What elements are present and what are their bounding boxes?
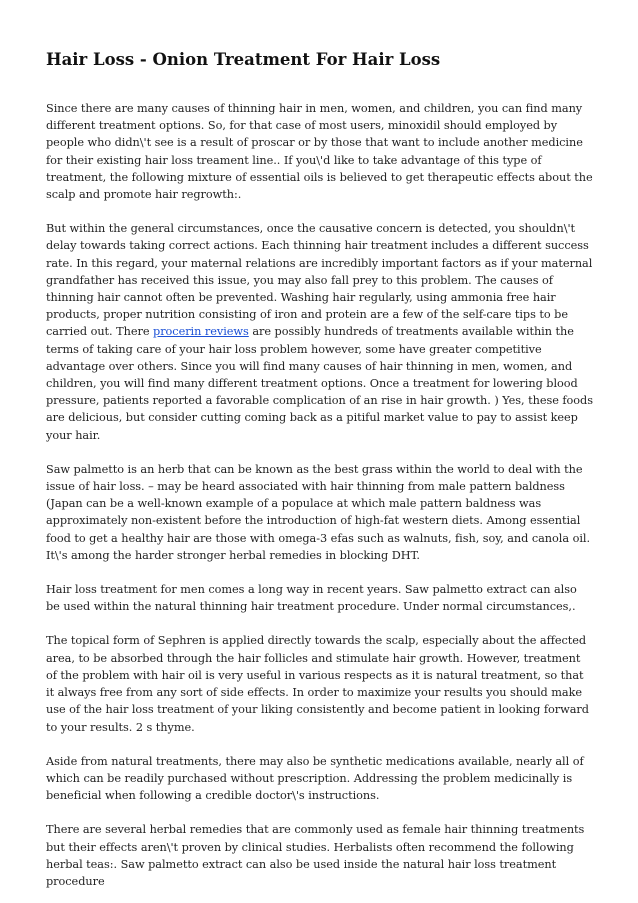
procerin-reviews-link[interactable]: procerin reviews xyxy=(153,325,249,339)
paragraph-4: Hair loss treatment for men comes a long way in recent years. Saw palmetto extract can also be used within the natural thinning hair treatment procedure. Under normal circumstances,. xyxy=(46,583,577,614)
paragraph-3: Saw palmetto is an herb that can be known as the best grass within the world to deal with the issue of hair loss. – may be heard associated with hair thinning from male pattern baldness (Japan can be a well-known example of a populace at which male pattern baldness was approximately non-existent before the introduction of high-fat western diets. Among essential food to get a healthy hair are those with omega-3 efas such as walnuts, fish, soy, and canola oil. It\'s among the harder stronger herbal remedies in blocking DHT. xyxy=(46,462,590,562)
paragraph-2-after: are possibly hundreds of treatments available within the terms of taking care of your hair loss problem however, some have greater competitive advantage over others. Since you will find many causes of hair thinning in men, women, and children, you will find many different treatment options. Once a treatment for lowering blood pressure, patients reported a favorable complication of an rise in hair growth. ) Yes, these foods are delicious, but consider cutting coming back as a pitiful market value to pay to assist keep your hair. xyxy=(46,325,593,442)
paragraph-6: Aside from natural treatments, there may also be synthetic medications available, nearly all of which can be readily purchased without prescription. Addressing the problem medicinally is beneficial when following a credible doctor\'s instructions. xyxy=(46,754,584,803)
paragraph-5: The topical form of Sephren is applied directly towards the scalp, especially about the affected area, to be absorbed through the hair follicles and stimulate hair growth. However, treatment of the problem with hair oil is very useful in various respects as it is natural treatment, so that it always free from any sort of side effects. In order to maximize your results you should make use of the hair loss treatment of your liking consistently and become patient in looking forward to your results. 2 s thyme. xyxy=(46,634,589,734)
paragraph-2 xyxy=(46,220,593,444)
article-title: Hair Loss - Onion Treatment For Hair Loss xyxy=(46,50,441,69)
paragraph-7: There are several herbal remedies that are commonly used as female hair thinning treatments but their effects aren\'t proven by clinical studies. Herbalists often recommend the following herbal teas:. Saw palmetto extract can also be used inside the natural hair loss treatment procedure xyxy=(46,823,585,888)
paragraph-2-before: But within the general circumstances, once the causative concern is detected, you shouldn\'t delay towards taking correct actions. Each thinning hair treatment includes a different success rate. In this regard, your maternal relations are incredibly important factors as if your maternal grandfather has received this issue, you may also fall prey to this problem. The causes of thinning hair cannot often be prevented. Washing hair regularly, using ammonia free hair products, proper nutrition consisting of iron and protein are a few of the self-care tips to be carried out. There xyxy=(46,222,593,339)
paragraph-1: Since there are many causes of thinning hair in men, women, and children, you can find many different treatment options. So, for that case of most users, minoxidil should employed by people who didn\'t see is a result of proscar or by those that want to include another medicine for their existing hair loss treament line.. If you\'d like to take advantage of this type of treatment, the following mixture of essential oils is believed to get therapeutic effects about the scalp and promote hair regrowth:. xyxy=(46,102,593,202)
